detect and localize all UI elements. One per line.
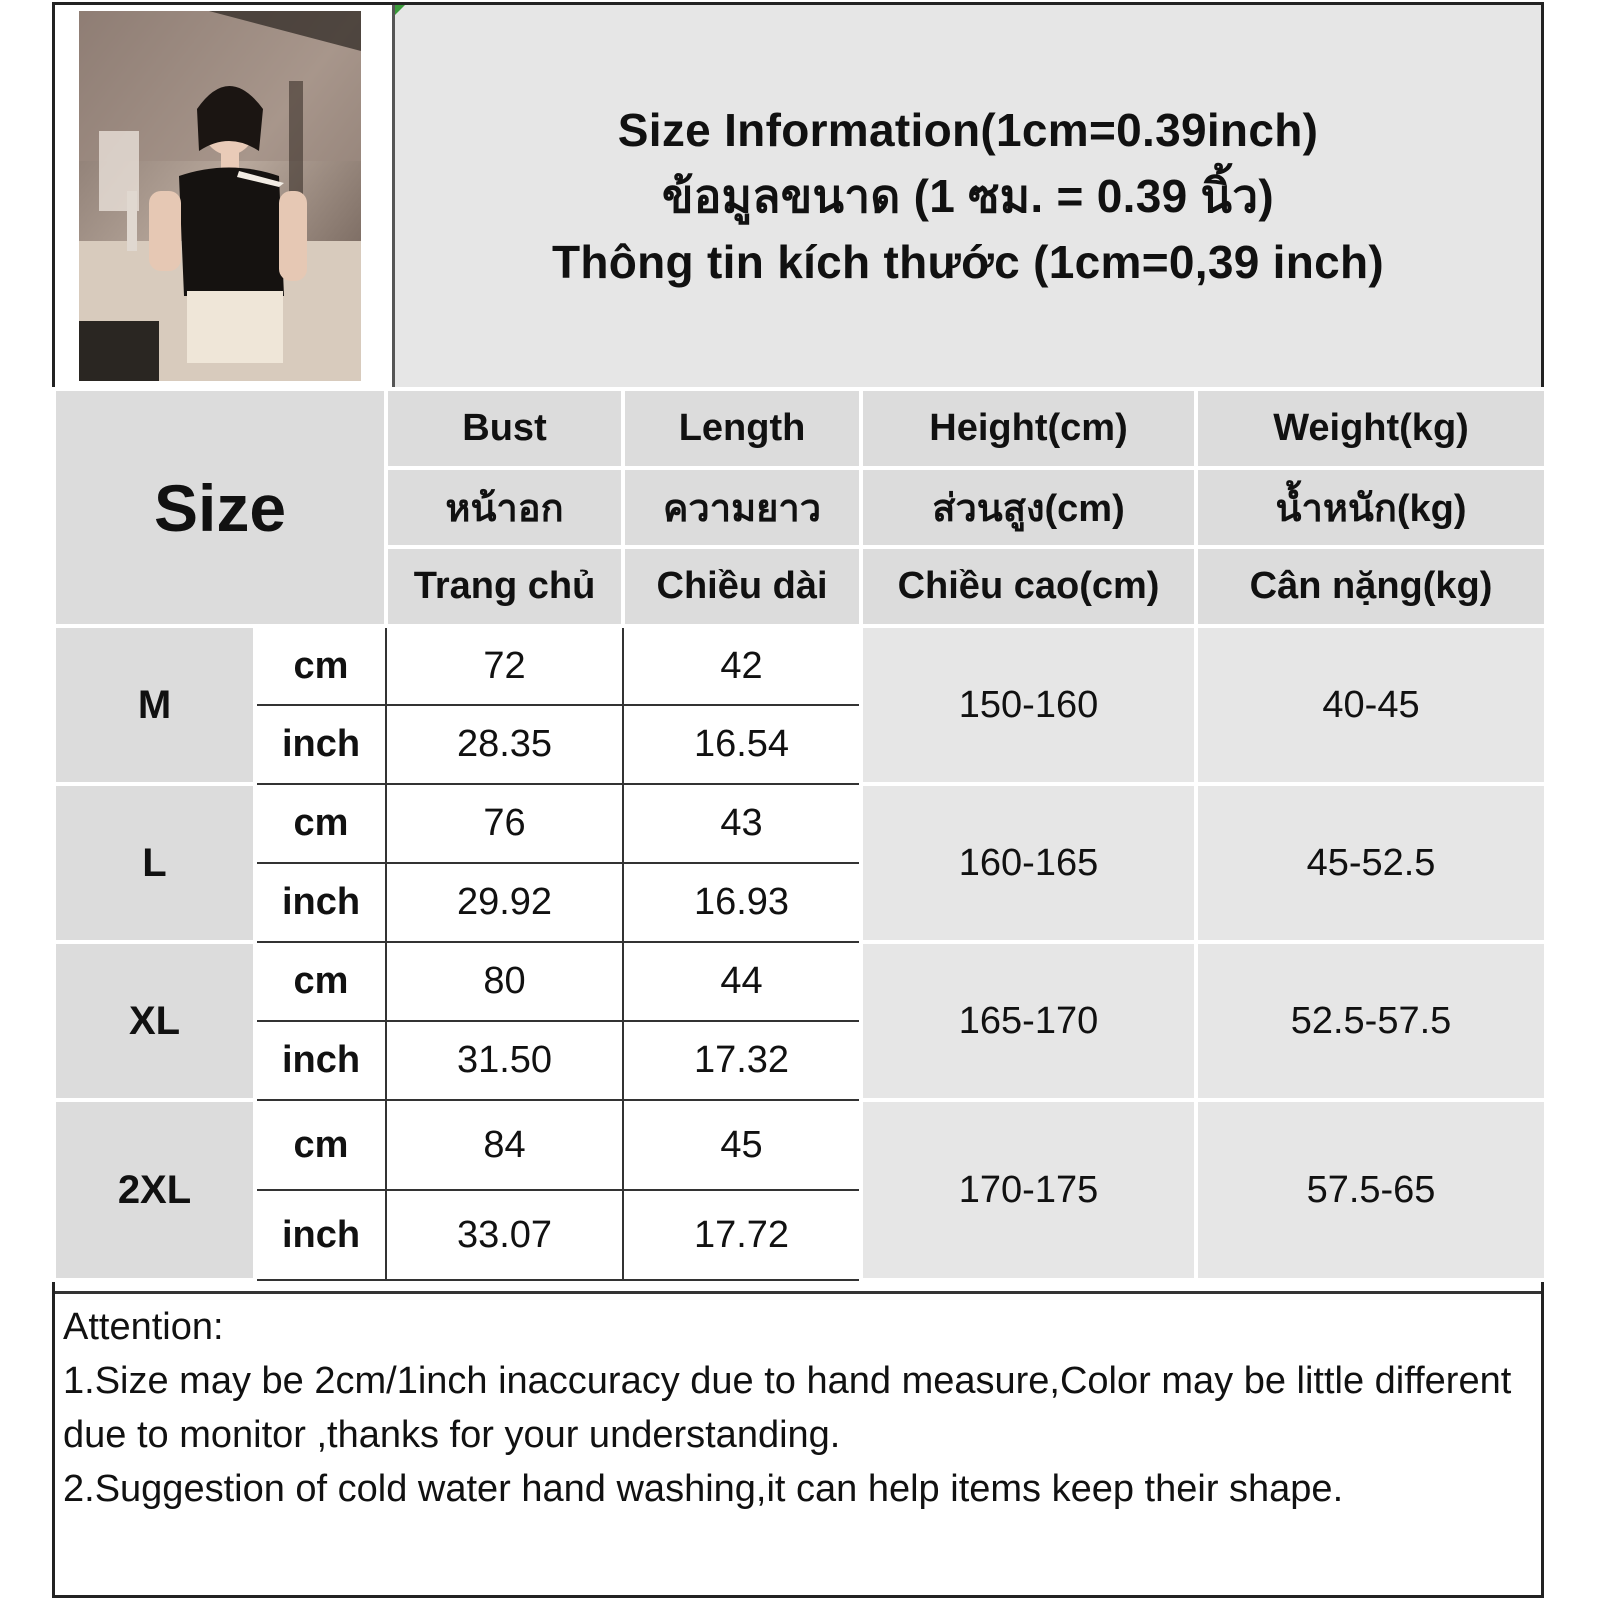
height-range: 150-160 xyxy=(861,626,1196,784)
table-row xyxy=(54,1100,1546,1190)
unit-inch: inch xyxy=(255,705,386,784)
length-cm-value: 45 xyxy=(623,1100,861,1190)
title-thai: ข้อมูลขนาด (1 ซม. = 0.39 นิ้ว) xyxy=(661,170,1275,222)
column-header-weight: Weight(kg) xyxy=(1196,389,1546,468)
column-header-bust-vietnamese: Trang chủ xyxy=(386,547,623,626)
attention-note-1: 1.Size may be 2cm/1inch inaccuracy due to hand measure,Color may be little different due to monitor ,thanks for your understanding. xyxy=(63,1360,1512,1456)
unit-cm: cm xyxy=(255,784,386,863)
length-inch-value: 17.32 xyxy=(623,1021,861,1100)
bust-inch-value: 28.35 xyxy=(386,705,623,784)
title-vietnamese: Thông tin kích thước (1cm=0,39 inch) xyxy=(551,236,1385,288)
unit-cm: cm xyxy=(255,942,386,1021)
bust-cm-value: 72 xyxy=(386,626,623,705)
unit-inch: inch xyxy=(255,863,386,942)
bust-cm-value: 80 xyxy=(386,942,623,1021)
column-header-height-thai: ส่วนสูง(cm) xyxy=(861,468,1196,547)
column-header-weight-vietnamese: Cân nặng(kg) xyxy=(1196,547,1546,626)
unit-inch: inch xyxy=(255,1190,386,1280)
length-cm-value: 42 xyxy=(623,626,861,705)
corner-mark xyxy=(395,5,405,15)
size-chart xyxy=(52,2,1544,1598)
bust-inch-value: 33.07 xyxy=(386,1190,623,1280)
table-row xyxy=(54,942,1546,1021)
length-inch-value: 16.54 xyxy=(623,705,861,784)
column-header-length-thai: ความยาว xyxy=(623,468,861,547)
size-label-xl: XL xyxy=(54,942,255,1100)
size-table xyxy=(52,387,1548,1282)
product-photo-frame xyxy=(55,5,395,387)
size-label-m: M xyxy=(54,626,255,784)
length-inch-value: 16.93 xyxy=(623,863,861,942)
bust-inch-value: 29.92 xyxy=(386,863,623,942)
height-range: 160-165 xyxy=(861,784,1196,942)
weight-range: 57.5-65 xyxy=(1196,1100,1546,1280)
column-header-bust: Bust xyxy=(386,389,623,468)
attention-heading: Attention: xyxy=(63,1306,224,1348)
length-cm-value: 43 xyxy=(623,784,861,863)
bust-cm-value: 84 xyxy=(386,1100,623,1190)
size-header: Size xyxy=(54,389,386,626)
column-header-height: Height(cm) xyxy=(861,389,1196,468)
column-header-weight-thai: น้ำหนัก(kg) xyxy=(1196,468,1546,547)
column-header-bust-thai: หน้าอก xyxy=(386,468,623,547)
length-inch-value: 17.72 xyxy=(623,1190,861,1280)
attention-note-2: 2.Suggestion of cold water hand washing,it can help items keep their shape. xyxy=(63,1468,1344,1510)
length-cm-value: 44 xyxy=(623,942,861,1021)
title-panel xyxy=(395,5,1541,387)
unit-inch: inch xyxy=(255,1021,386,1100)
unit-cm: cm xyxy=(255,626,386,705)
table-row xyxy=(54,626,1546,705)
weight-range: 52.5-57.5 xyxy=(1196,942,1546,1100)
column-header-length-vietnamese: Chiều dài xyxy=(623,547,861,626)
bust-inch-value: 31.50 xyxy=(386,1021,623,1100)
bust-cm-value: 76 xyxy=(386,784,623,863)
title-english: Size Information(1cm=0.39inch) xyxy=(617,104,1319,156)
attention-notes xyxy=(55,1291,1541,1595)
weight-range: 40-45 xyxy=(1196,626,1546,784)
column-header-length: Length xyxy=(623,389,861,468)
column-header-height-vietnamese: Chiều cao(cm) xyxy=(861,547,1196,626)
height-range: 165-170 xyxy=(861,942,1196,1100)
table-row xyxy=(54,784,1546,863)
unit-cm: cm xyxy=(255,1100,386,1190)
weight-range: 45-52.5 xyxy=(1196,784,1546,942)
model-photo-icon xyxy=(79,11,361,381)
height-range: 170-175 xyxy=(861,1100,1196,1280)
size-label-l: L xyxy=(54,784,255,942)
size-label-2xl: 2XL xyxy=(54,1100,255,1280)
